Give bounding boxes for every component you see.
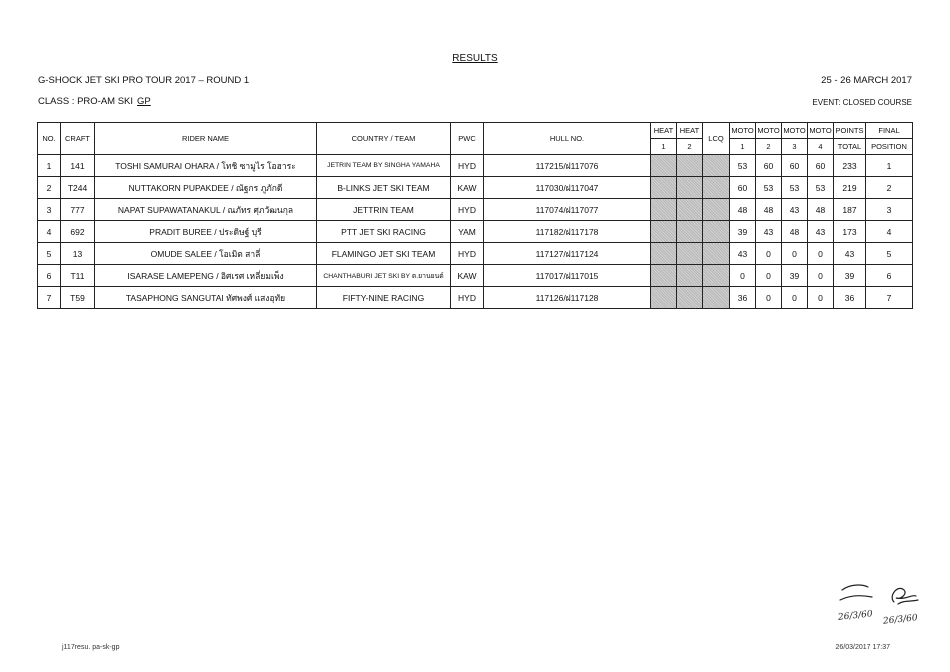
cell-moto3: 0: [782, 243, 808, 265]
col-subheader-moto1: 1: [730, 139, 756, 155]
cell-heat1: [651, 177, 677, 199]
col-subheader-total: TOTAL: [834, 139, 866, 155]
cell-lcq: [703, 177, 730, 199]
cell-pwc: YAM: [451, 221, 484, 243]
cell-pwc: KAW: [451, 265, 484, 287]
cell-heat2: [677, 221, 703, 243]
cell-moto4: 60: [808, 155, 834, 177]
cell-team: FLAMINGO JET SKI TEAM: [317, 243, 451, 265]
class-line: [38, 96, 151, 107]
footer-file-ref: j117resu. pa-sk-gp: [62, 644, 120, 651]
col-subheader-heat1: 1: [651, 139, 677, 155]
cell-hull: 117182/ฝ117178: [484, 221, 651, 243]
cell-hull: 117017/ฝ117015: [484, 265, 651, 287]
col-header-heat1: HEAT: [651, 123, 677, 139]
cell-moto3: 39: [782, 265, 808, 287]
cell-craft: T244: [61, 177, 95, 199]
cell-total: 187: [834, 199, 866, 221]
col-header-rider: RIDER NAME: [95, 123, 317, 155]
results-table: [37, 122, 913, 309]
cell-no: 6: [38, 265, 61, 287]
col-header-hull: HULL NO.: [484, 123, 651, 155]
table-row: [38, 243, 913, 265]
cell-total: 36: [834, 287, 866, 309]
col-header-moto4: MOTO: [808, 123, 834, 139]
svg-text:26/3/60: 26/3/60: [882, 613, 919, 627]
col-header-final: FINAL: [866, 123, 913, 139]
cell-moto4: 43: [808, 221, 834, 243]
cell-hull: 117126/ฝ117128: [484, 287, 651, 309]
cell-rider: TASAPHONG SANGUTAI ทัศพงศ์ แสงอุทัย: [95, 287, 317, 309]
cell-moto2: 0: [756, 287, 782, 309]
cell-moto2: 60: [756, 155, 782, 177]
cell-team: CHANTHABURI JET SKI BY ต.ยานยนต์: [317, 265, 451, 287]
cell-rider: PRADIT BUREE / ประดิษฐ์ บุรี: [95, 221, 317, 243]
cell-moto2: 53: [756, 177, 782, 199]
col-subheader-heat2: 2: [677, 139, 703, 155]
cell-heat1: [651, 155, 677, 177]
cell-pwc: HYD: [451, 199, 484, 221]
cell-pwc: HYD: [451, 155, 484, 177]
cell-moto4: 0: [808, 287, 834, 309]
cell-moto2: 43: [756, 221, 782, 243]
cell-moto1: 39: [730, 221, 756, 243]
cell-position: 1: [866, 155, 913, 177]
cell-lcq: [703, 287, 730, 309]
cell-moto1: 60: [730, 177, 756, 199]
cell-position: 3: [866, 199, 913, 221]
cell-craft: T59: [61, 287, 95, 309]
table-row: [38, 265, 913, 287]
class-label: CLASS : PRO-AM SKI: [38, 96, 134, 107]
cell-rider: NAPAT SUPAWATANAKUL / ณภัทร ศุภวัฒนกุล: [95, 199, 317, 221]
footer-print-timestamp: 26/03/2017 17:37: [835, 644, 890, 651]
col-header-lcq: LCQ: [703, 123, 730, 155]
cell-total: 233: [834, 155, 866, 177]
cell-rider: NUTTAKORN PUPAKDEE / ณัฐกร ภูภักดี: [95, 177, 317, 199]
cell-moto3: 43: [782, 199, 808, 221]
cell-craft: 141: [61, 155, 95, 177]
cell-total: 219: [834, 177, 866, 199]
cell-team: PTT JET SKI RACING: [317, 221, 451, 243]
col-header-points: POINTS: [834, 123, 866, 139]
cell-moto3: 60: [782, 155, 808, 177]
event-date: 25 - 26 MARCH 2017: [821, 75, 912, 86]
cell-craft: T11: [61, 265, 95, 287]
cell-no: 4: [38, 221, 61, 243]
cell-no: 2: [38, 177, 61, 199]
cell-moto3: 48: [782, 221, 808, 243]
cell-hull: 117215/ฝ117076: [484, 155, 651, 177]
cell-moto4: 53: [808, 177, 834, 199]
cell-moto4: 48: [808, 199, 834, 221]
signature-mark-1: [836, 576, 876, 624]
col-header-moto2: MOTO: [756, 123, 782, 139]
cell-moto3: 0: [782, 287, 808, 309]
table-row: [38, 155, 913, 177]
col-subheader-moto3: 3: [782, 139, 808, 155]
cell-pwc: HYD: [451, 243, 484, 265]
cell-position: 6: [866, 265, 913, 287]
cell-moto1: 36: [730, 287, 756, 309]
cell-heat1: [651, 199, 677, 221]
cell-heat1: [651, 221, 677, 243]
cell-moto4: 0: [808, 265, 834, 287]
col-header-team: COUNTRY / TEAM: [317, 123, 451, 155]
cell-heat1: [651, 265, 677, 287]
cell-total: 43: [834, 243, 866, 265]
cell-lcq: [703, 199, 730, 221]
cell-pwc: KAW: [451, 177, 484, 199]
svg-text:26/3/60: 26/3/60: [837, 609, 874, 623]
cell-team: B-LINKS JET SKI TEAM: [317, 177, 451, 199]
cell-no: 3: [38, 199, 61, 221]
cell-no: 5: [38, 243, 61, 265]
cell-moto2: 0: [756, 265, 782, 287]
col-header-pwc: PWC: [451, 123, 484, 155]
cell-moto4: 0: [808, 243, 834, 265]
cell-no: 7: [38, 287, 61, 309]
cell-position: 4: [866, 221, 913, 243]
cell-lcq: [703, 265, 730, 287]
cell-moto1: 43: [730, 243, 756, 265]
cell-heat2: [677, 265, 703, 287]
col-header-craft: CRAFT: [61, 123, 95, 155]
cell-craft: 777: [61, 199, 95, 221]
cell-moto1: 0: [730, 265, 756, 287]
event-name: G-SHOCK JET SKI PRO TOUR 2017 – ROUND 1: [38, 75, 250, 86]
cell-position: 7: [866, 287, 913, 309]
event-type: EVENT: CLOSED COURSE: [812, 98, 912, 107]
cell-lcq: [703, 221, 730, 243]
cell-heat1: [651, 287, 677, 309]
cell-team: JETRIN TEAM BY SINGHA YAMAHA: [317, 155, 451, 177]
cell-total: 173: [834, 221, 866, 243]
cell-moto2: 0: [756, 243, 782, 265]
col-header-no: NO.: [38, 123, 61, 155]
page-title: RESULTS: [452, 53, 498, 64]
cell-hull: 117030/ฝ117047: [484, 177, 651, 199]
col-subheader-moto4: 4: [808, 139, 834, 155]
cell-no: 1: [38, 155, 61, 177]
cell-heat2: [677, 287, 703, 309]
col-header-moto3: MOTO: [782, 123, 808, 139]
table-row: [38, 287, 913, 309]
cell-pwc: HYD: [451, 287, 484, 309]
cell-craft: 13: [61, 243, 95, 265]
cell-hull: 117074/ฝ117077: [484, 199, 651, 221]
cell-rider: ISARASE LAMEPENG / อิศเรศ เหลี่ยมเพ็ง: [95, 265, 317, 287]
col-header-heat2: HEAT: [677, 123, 703, 139]
cell-rider: TOSHI SAMURAI OHARA / โทชิ ซามูไร โอฮาระ: [95, 155, 317, 177]
cell-position: 5: [866, 243, 913, 265]
cell-hull: 117127/ฝ117124: [484, 243, 651, 265]
cell-position: 2: [866, 177, 913, 199]
cell-heat2: [677, 243, 703, 265]
table-row: [38, 199, 913, 221]
header-row-top: [38, 123, 913, 139]
cell-craft: 692: [61, 221, 95, 243]
signature-mark-2: [880, 580, 924, 628]
cell-heat2: [677, 155, 703, 177]
cell-team: FIFTY-NINE RACING: [317, 287, 451, 309]
class-code: GP: [137, 96, 151, 107]
cell-heat2: [677, 177, 703, 199]
cell-moto2: 48: [756, 199, 782, 221]
col-subheader-moto2: 2: [756, 139, 782, 155]
table-row: [38, 177, 913, 199]
cell-heat1: [651, 243, 677, 265]
cell-team: JETTRIN TEAM: [317, 199, 451, 221]
cell-rider: OMUDE SALEE / โอเมิต สาลี่: [95, 243, 317, 265]
cell-moto1: 48: [730, 199, 756, 221]
cell-heat2: [677, 199, 703, 221]
cell-moto3: 53: [782, 177, 808, 199]
cell-moto1: 53: [730, 155, 756, 177]
col-subheader-position: POSITION: [866, 139, 913, 155]
table-row: [38, 221, 913, 243]
cell-total: 39: [834, 265, 866, 287]
cell-lcq: [703, 155, 730, 177]
col-header-moto1: MOTO: [730, 123, 756, 139]
cell-lcq: [703, 243, 730, 265]
